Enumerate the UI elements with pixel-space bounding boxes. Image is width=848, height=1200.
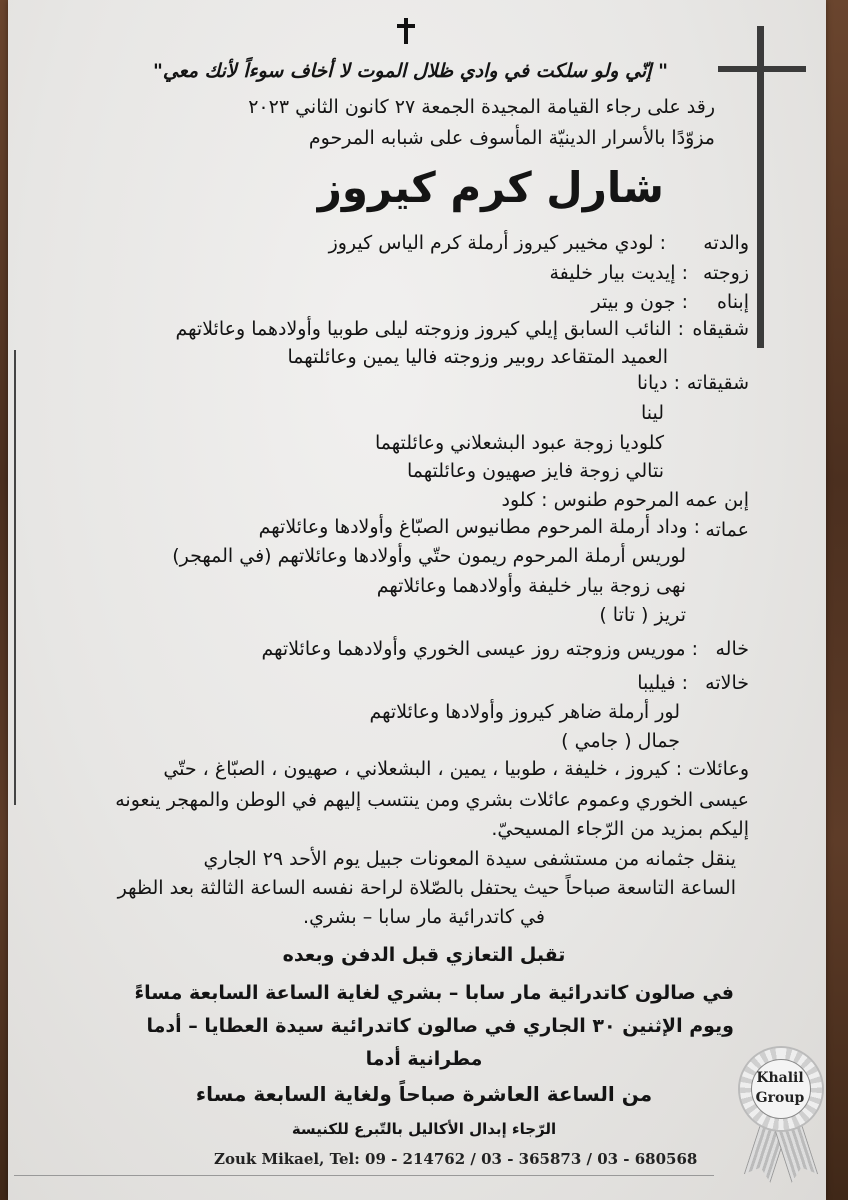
large-cross-bar xyxy=(718,66,806,72)
death-date-line: رقد على رجاء القيامة المجيدة الجمعة ٢٧ كانون الثاني ٢٠٢٣ xyxy=(248,96,715,118)
paternal-aunts-line-2: لوريس أرملة المرحوم ريمون حتّي وأولادها وعائلاتهم (في المهجر) xyxy=(172,545,686,567)
footer-contact: Zouk Mikael, Tel: 09 - 214762 / 03 - 365873 / 03 - 680568 xyxy=(214,1150,698,1168)
maternal-aunts-label: خالاته xyxy=(705,672,749,694)
paternal-aunts-line-4: تريز ( تاتا ) xyxy=(599,604,686,626)
brothers-label: شقيقاه xyxy=(692,318,749,340)
cousin-line: إبن عمه المرحوم طنوس : كلود xyxy=(501,489,749,511)
paternal-aunts-line-3: نهى زوجة بيار خليفة وأولادهما وعائلاتهم xyxy=(376,575,686,597)
brothers-line-1: : النائب السابق إيلي كيروز وزوجته ليلى طوبيا وأولادهما وعائلاتهم xyxy=(175,318,684,340)
funeral-line-3: في كاتدرائية مار سابا – بشري. xyxy=(303,906,545,928)
maternal-uncle-text: : موريس وزوجته روز عيسى الخوري وأولادهما وعائلاتهم xyxy=(261,638,698,660)
small-cross-icon xyxy=(397,18,415,44)
families-line-3: إليكم بمزيد من الرّجاء المسيحيّ. xyxy=(491,818,749,840)
condolences-line-2: في صالون كاتدرائية مار سابا – بشري لغاية الساعة السابعة مساءً xyxy=(134,982,734,1004)
wreath-note: الرّجاء إبدال الأكاليل بالتّبرع للكنيسة xyxy=(291,1120,557,1138)
condolences-line-1: تقبل التعازي قبل الدفن وبعده xyxy=(282,944,566,966)
funeral-line-2: الساعة التاسعة صباحاً حيث يحتفل بالصّلاة لراحة نفسه الساعة الثالثة بعد الظهر xyxy=(117,877,736,899)
maternal-uncle-label: خاله xyxy=(715,638,749,660)
families-line-1: وعائلات : كيروز ، خليفة ، طوبيا ، يمين ، البشعلاني ، صهيون ، الصبّاغ ، حتّي xyxy=(163,758,749,780)
sons-label: إبناه xyxy=(716,291,749,313)
paternal-aunts-label: عماته xyxy=(705,519,749,541)
sisters-line-1: : ديانا xyxy=(636,372,680,394)
maternal-aunts-line-3: جمال ( جامي ) xyxy=(561,730,680,752)
khalil-group-logo xyxy=(734,1048,826,1178)
mother-text: : لودي مخيبر كيروز أرملة كرم الياس كيروز xyxy=(328,232,666,254)
rosette-icon xyxy=(740,1048,822,1130)
large-cross-icon xyxy=(757,26,764,348)
condolences-line-4: مطرانية أدما xyxy=(365,1048,483,1070)
sisters-label: شقيقاته xyxy=(686,372,749,394)
bible-verse: " إنّي ولو سلكت في وادي ظلال الموت لا أخاف سوءاً لأنك معي" xyxy=(152,60,668,82)
maternal-aunts-line-2: لور أرملة ضاهر كيروز وأولادها وعائلاتهم xyxy=(369,701,680,723)
wife-label: زوجته xyxy=(702,262,749,284)
mother-label: والدته xyxy=(703,232,749,254)
condolences-line-3: ويوم الإثنين ٣٠ الجاري في صالون كاتدرائية سيدة العطايا – أدما xyxy=(146,1015,734,1037)
left-border-line xyxy=(14,350,16,805)
maternal-aunts-line-1: : فيليبا xyxy=(637,672,688,694)
sons-text: : جون و بيتر xyxy=(591,291,688,313)
logo-text-line2: Group xyxy=(755,1090,805,1106)
paternal-aunts-line-1: : وداد أرملة المرحوم مطانيوس الصبّاغ وأولادها وعائلاتهم xyxy=(258,516,700,538)
sisters-line-4: نتالي زوجة فايز صهيون وعائلتهما xyxy=(406,460,664,482)
families-line-2: عيسى الخوري وعموم عائلات بشري ومن ينتسب إليهم في الوطن والمهجر ينعونه xyxy=(115,789,749,811)
sisters-line-2: لينا xyxy=(640,402,664,424)
deceased-name: شارل كرم كيروز xyxy=(317,163,664,212)
condolences-line-5: من الساعة العاشرة صباحاً ولغاية السابعة مساء xyxy=(195,1082,653,1106)
brothers-line-2: العميد المتقاعد روبير وزوجته فاليا يمين وعائلتهما xyxy=(287,346,668,368)
wife-text: : إيديت بيار خليفة xyxy=(549,262,688,284)
logo-text-line1: Khalil xyxy=(756,1070,804,1086)
funeral-line-1: ينقل جثمانه من مستشفى سيدة المعونات جبيل يوم الأحد ٢٩ الجاري xyxy=(203,848,736,870)
footer-divider xyxy=(14,1175,714,1176)
sisters-line-3: كلوديا زوجة عبود البشعلاني وعائلتهما xyxy=(375,432,664,454)
sacraments-line: مزوّدًا بالأسرار الدينيّة المأسوف على شبابه المرحوم xyxy=(308,127,715,149)
